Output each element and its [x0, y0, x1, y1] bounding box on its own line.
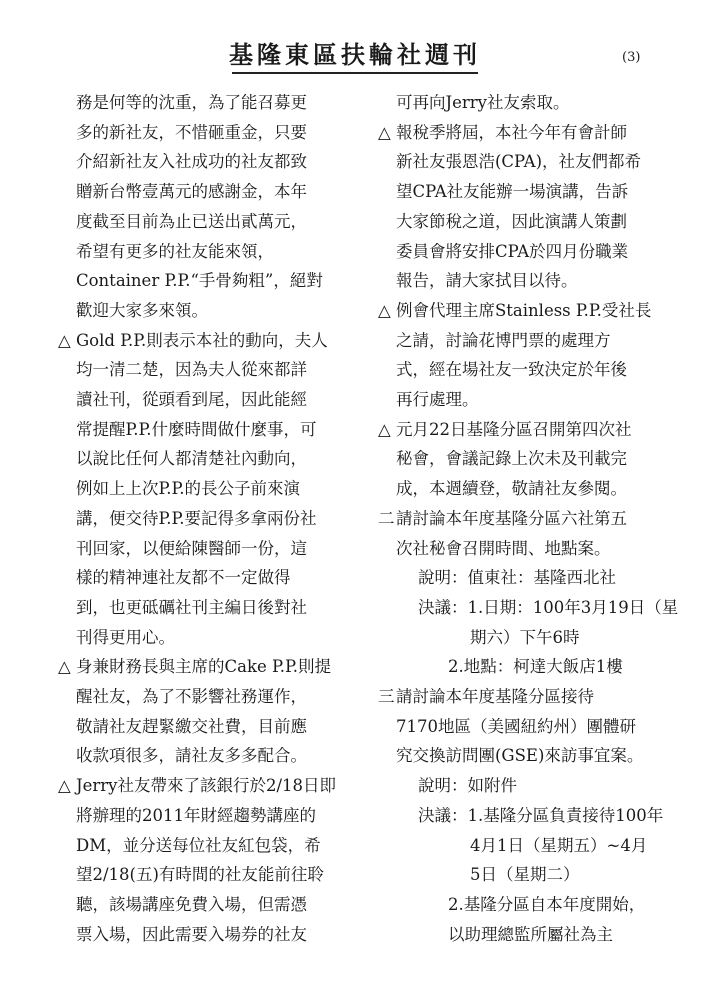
- text-line: [368, 712, 668, 742]
- text-line: [368, 831, 668, 861]
- bullet-mark: △: [58, 657, 71, 677]
- line-text: 例如上上次P.P.的長公子前來演: [76, 479, 301, 499]
- text-line: [48, 890, 348, 920]
- paragraph: [48, 326, 348, 653]
- line-text: 樣的精神連社友都不一定做得: [76, 568, 291, 588]
- paragraph: [368, 563, 679, 622]
- text-line: [48, 118, 348, 148]
- line-text: 秘會，會議記錄上次未及刊載完: [396, 449, 627, 469]
- text-line: [48, 237, 348, 267]
- line-text: 2.基隆分區自本年度開始，: [448, 894, 646, 914]
- title-underline: [232, 72, 478, 74]
- text-line: [368, 296, 668, 326]
- text-line: [48, 266, 348, 296]
- bullet-mark: 二: [378, 508, 395, 528]
- text-line: [368, 326, 668, 356]
- text-line: [368, 147, 668, 177]
- text-line: [48, 355, 348, 385]
- text-line: [48, 831, 348, 861]
- text-line: [368, 266, 668, 296]
- line-text: 將辦理的2011年財經趨勢講座的: [76, 805, 316, 825]
- bullet-mark: △: [378, 122, 391, 142]
- line-text: 講，便交待P.P.要記得多拿兩份社: [76, 508, 317, 528]
- newsletter-title: 基隆東區扶輪社週刊: [229, 40, 481, 69]
- bullet-mark: △: [58, 776, 71, 796]
- line-text: 刊回家，以便給陳醫師一份，這: [76, 538, 307, 558]
- line-text: 收款項很多，請社友多多配合。: [76, 746, 307, 766]
- paragraph: [368, 771, 668, 830]
- line-text: 到，也更砥礪社刊主編日後對社: [76, 597, 307, 617]
- text-line: [368, 385, 668, 415]
- text-line: [368, 474, 668, 504]
- line-text: 5日（星期二）: [470, 865, 580, 885]
- text-line: [48, 682, 348, 712]
- text-line: [48, 563, 348, 593]
- line-text: 以助理總監所屬社為主: [448, 924, 613, 944]
- line-text: 委員會將安排CPA於四月份職業: [396, 241, 629, 261]
- text-line: [48, 920, 348, 950]
- text-line: [48, 741, 348, 771]
- line-text: 新社友張恩浩(CPA)，社友們都希: [396, 152, 642, 172]
- bullet-mark: △: [378, 419, 391, 439]
- line-text: DM，並分送每位社友紅包袋，希: [76, 835, 321, 855]
- text-line: [48, 623, 348, 653]
- line-text: 期六）下午6時: [470, 627, 580, 647]
- page-header: [0, 38, 710, 78]
- text-line: [48, 444, 348, 474]
- line-text: 大家節稅之道，因此演講人策劃: [396, 211, 627, 231]
- text-line: [368, 504, 668, 534]
- left-column: [48, 88, 348, 949]
- paragraph: [48, 652, 348, 771]
- line-text: 式，經在場社友一致決定於年後: [396, 360, 627, 380]
- text-line: [368, 860, 668, 890]
- line-text: 敬請社友趕緊繳交社費，目前應: [76, 716, 307, 736]
- line-text: 以說比任何人都清楚社內動向，: [76, 449, 307, 469]
- page-number: (3): [622, 50, 641, 65]
- line-text: 決議：1.基隆分區負責接待100年: [418, 805, 664, 825]
- paragraph: [368, 296, 668, 415]
- paragraph: [368, 118, 668, 296]
- text-line: [368, 801, 668, 831]
- bullet-mark: △: [378, 300, 391, 320]
- paragraph: [48, 771, 348, 949]
- paragraph: [368, 415, 668, 504]
- paragraph: [368, 831, 668, 890]
- text-line: [368, 237, 668, 267]
- line-text: 請討論本年度基隆分區接待: [396, 687, 594, 707]
- line-text: Gold P.P.則表示本社的動向，夫人: [76, 330, 328, 350]
- text-line: [368, 355, 668, 385]
- line-text: 可再向Jerry社友索取。: [396, 93, 570, 112]
- text-line: [368, 593, 679, 623]
- line-text: 介紹新社友入社成功的社友都致: [76, 152, 307, 172]
- text-line: [368, 623, 668, 653]
- text-line: [48, 474, 348, 504]
- text-line: [48, 593, 348, 623]
- text-line: [368, 652, 668, 682]
- bullet-mark: △: [58, 330, 71, 350]
- text-line: [48, 207, 348, 237]
- line-text: 歡迎大家多來領。: [76, 300, 208, 320]
- paragraph: [368, 504, 668, 563]
- line-text: 究交換訪問團(GSE)來訪事宜案。: [396, 746, 644, 766]
- line-text: 說明：如附件: [418, 776, 517, 796]
- line-text: 票入場，因此需要入場券的社友: [76, 924, 307, 944]
- line-text: 望2/18(五)有時間的社友能前往聆: [76, 865, 324, 885]
- paragraph: [368, 88, 668, 118]
- line-text: 次社秘會召開時間、地點案。: [396, 538, 611, 558]
- text-line: [368, 88, 668, 118]
- line-text: 說明：值東社：基隆西北社: [418, 568, 616, 588]
- text-line: [368, 415, 668, 445]
- text-line: [48, 177, 348, 207]
- text-line: [368, 207, 668, 237]
- line-text: 決議：1.日期：100年3月19日（星: [418, 597, 679, 617]
- text-line: [368, 890, 668, 920]
- line-text: 均一清二楚，因為夫人從來都詳: [76, 360, 307, 380]
- text-line: [48, 801, 348, 831]
- text-line: [48, 385, 348, 415]
- line-text: 7170地區（美國紐約州）團體研: [396, 716, 636, 736]
- line-text: 元月22日基隆分區召開第四次社: [396, 419, 632, 439]
- text-line: [368, 534, 668, 564]
- text-line: [48, 88, 348, 118]
- text-line: [368, 444, 668, 474]
- paragraph: [368, 652, 668, 682]
- line-text: 身兼財務長與主席的Cake P.P.則提: [76, 657, 331, 677]
- text-line: [48, 652, 348, 682]
- line-text: 請討論本年度基隆分區六社第五: [396, 508, 627, 528]
- paragraph: [48, 88, 348, 326]
- text-line: [48, 534, 348, 564]
- line-text: 常提醒P.P.什麼時間做什麼事，可: [76, 419, 317, 439]
- line-text: 務是何等的沈重，為了能召募更: [76, 93, 307, 112]
- line-text: 報稅季將屆，本社今年有會計師: [396, 122, 627, 142]
- text-line: [368, 771, 668, 801]
- line-text: 讀社刊，從頭看到尾，因此能經: [76, 390, 307, 410]
- line-text: Jerry社友帶來了該銀行於2/18日即: [76, 776, 337, 796]
- paragraph: [368, 890, 668, 949]
- text-line: [368, 563, 668, 593]
- text-line: [48, 415, 348, 445]
- line-text: 4月1日（星期五）~4月: [470, 835, 648, 855]
- line-text: 再行處理。: [396, 390, 479, 410]
- text-line: [368, 741, 668, 771]
- line-text: 2.地點：柯達大飯店1樓: [448, 657, 623, 677]
- text-line: [48, 860, 348, 890]
- bullet-mark: 三: [378, 687, 395, 707]
- paragraph: [368, 623, 668, 653]
- text-line: [48, 296, 348, 326]
- text-line: [368, 118, 668, 148]
- right-column: [368, 88, 679, 949]
- text-line: [48, 712, 348, 742]
- paragraph: [368, 682, 668, 771]
- text-line: [48, 147, 348, 177]
- line-text: 度截至目前為止已送出貳萬元，: [76, 211, 307, 231]
- text-line: [368, 682, 668, 712]
- line-text: 刊得更用心。: [76, 627, 175, 647]
- line-text: Container P.P.“手骨夠粗”，絕對: [76, 271, 323, 291]
- line-text: 贈新台幣壹萬元的感謝金，本年: [76, 182, 307, 202]
- line-text: 成，本週續登，敬請社友參閱。: [396, 479, 627, 499]
- line-text: 多的新社友，不惜砸重金，只要: [76, 122, 307, 142]
- line-text: 希望有更多的社友能來領，: [76, 241, 274, 261]
- line-text: 之請，討論花博門票的處理方: [396, 330, 611, 350]
- text-line: [48, 771, 348, 801]
- line-text: 聽，該場講座免費入場，但需憑: [76, 894, 307, 914]
- text-line: [48, 326, 348, 356]
- line-text: 例會代理主席Stainless P.P.受社長: [396, 300, 652, 320]
- text-line: [48, 504, 348, 534]
- line-text: 望CPA社友能辦一場演講，告訴: [396, 182, 629, 202]
- text-line: [368, 177, 668, 207]
- text-line: [368, 920, 668, 950]
- line-text: 醒社友，為了不影響社務運作，: [76, 687, 307, 707]
- line-text: 報告，請大家拭目以待。: [396, 271, 578, 291]
